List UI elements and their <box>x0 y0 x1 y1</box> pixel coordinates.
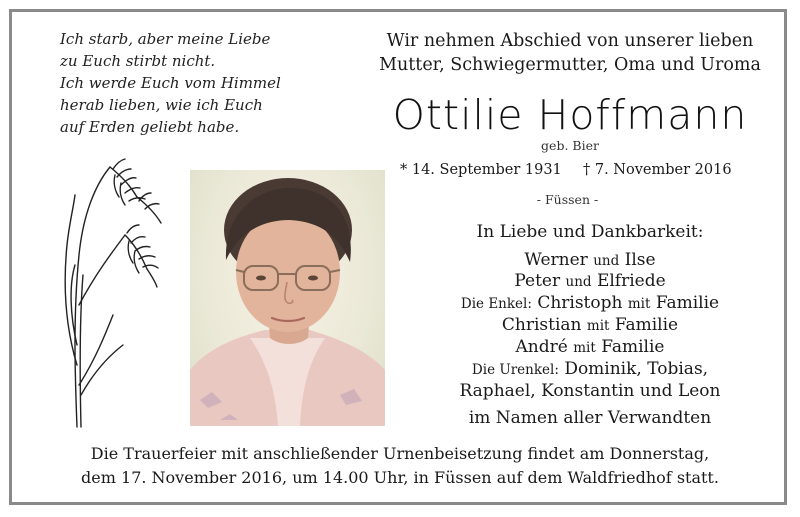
mourner-name: Dominik, Tobias, <box>564 359 709 379</box>
poem-line: herab lieben, wie ich Euch <box>60 96 263 114</box>
poem-line: Ich starb, aber meine Liebe <box>60 30 271 48</box>
connector: mit <box>627 296 651 312</box>
mourner-name: Werner <box>524 250 588 270</box>
connector: mit <box>586 318 610 334</box>
portrait-figure <box>190 170 385 426</box>
mourner-name: Elfriede <box>596 271 666 291</box>
mourner-line <box>400 271 780 294</box>
mourner-line: im Namen aller Verwandten <box>468 408 712 428</box>
connector: und <box>593 253 620 269</box>
portrait-photo <box>190 170 385 426</box>
mourner-line <box>400 359 780 382</box>
group-label: Die Enkel: <box>460 296 532 312</box>
mourner-name: Familie <box>655 293 720 313</box>
mourner-line <box>400 250 780 273</box>
mourners-intro: In Liebe und Dankbarkeit: <box>476 222 704 242</box>
mourner-name: Peter <box>514 271 561 291</box>
mourner-line <box>400 337 780 360</box>
grain-stalk-icon <box>55 155 175 430</box>
poem-line: auf Erden geliebt habe. <box>60 118 240 136</box>
deceased-name: Ottilie Hoffmann <box>392 91 748 139</box>
mourner-line <box>400 315 780 338</box>
mourner-line: Raphael, Konstantin und Leon <box>459 381 721 401</box>
mourner-name: André <box>515 337 568 357</box>
connector: und <box>565 274 592 290</box>
poem <box>60 28 300 138</box>
mourner-name: Familie <box>601 337 665 357</box>
poem-line: Ich werde Euch vom Himmel <box>60 74 281 92</box>
mourner-name: Christian <box>501 315 582 335</box>
birth-date: * 14. September 1931 <box>400 162 562 178</box>
group-label: Die Urenkel: <box>471 362 559 378</box>
footer-line-2: dem 17. November 2016, um 14.00 Uhr, in Füssen auf dem Waldfriedhof statt. <box>81 468 719 487</box>
footer-line-1: Die Trauerfeier mit anschließender Urnenbeisetzung findet am Donnerstag, <box>90 444 710 463</box>
header-line-2: Mutter, Schwiegermutter, Oma und Uroma <box>379 55 761 75</box>
maiden-name: geb. Bier <box>541 138 599 153</box>
life-dates <box>400 162 760 178</box>
mourner-name: Christoph <box>537 293 623 313</box>
place: - Füssen - <box>536 192 599 207</box>
mourner-name: Familie <box>614 315 679 335</box>
poem-line: zu Euch stirbt nicht. <box>60 52 216 70</box>
header-line-1: Wir nehmen Abschied von unserer lieben <box>386 31 754 51</box>
mourner-line <box>400 293 780 316</box>
death-date: † 7. November 2016 <box>583 162 732 178</box>
mourner-name: Ilse <box>624 250 656 270</box>
connector: mit <box>573 340 596 356</box>
